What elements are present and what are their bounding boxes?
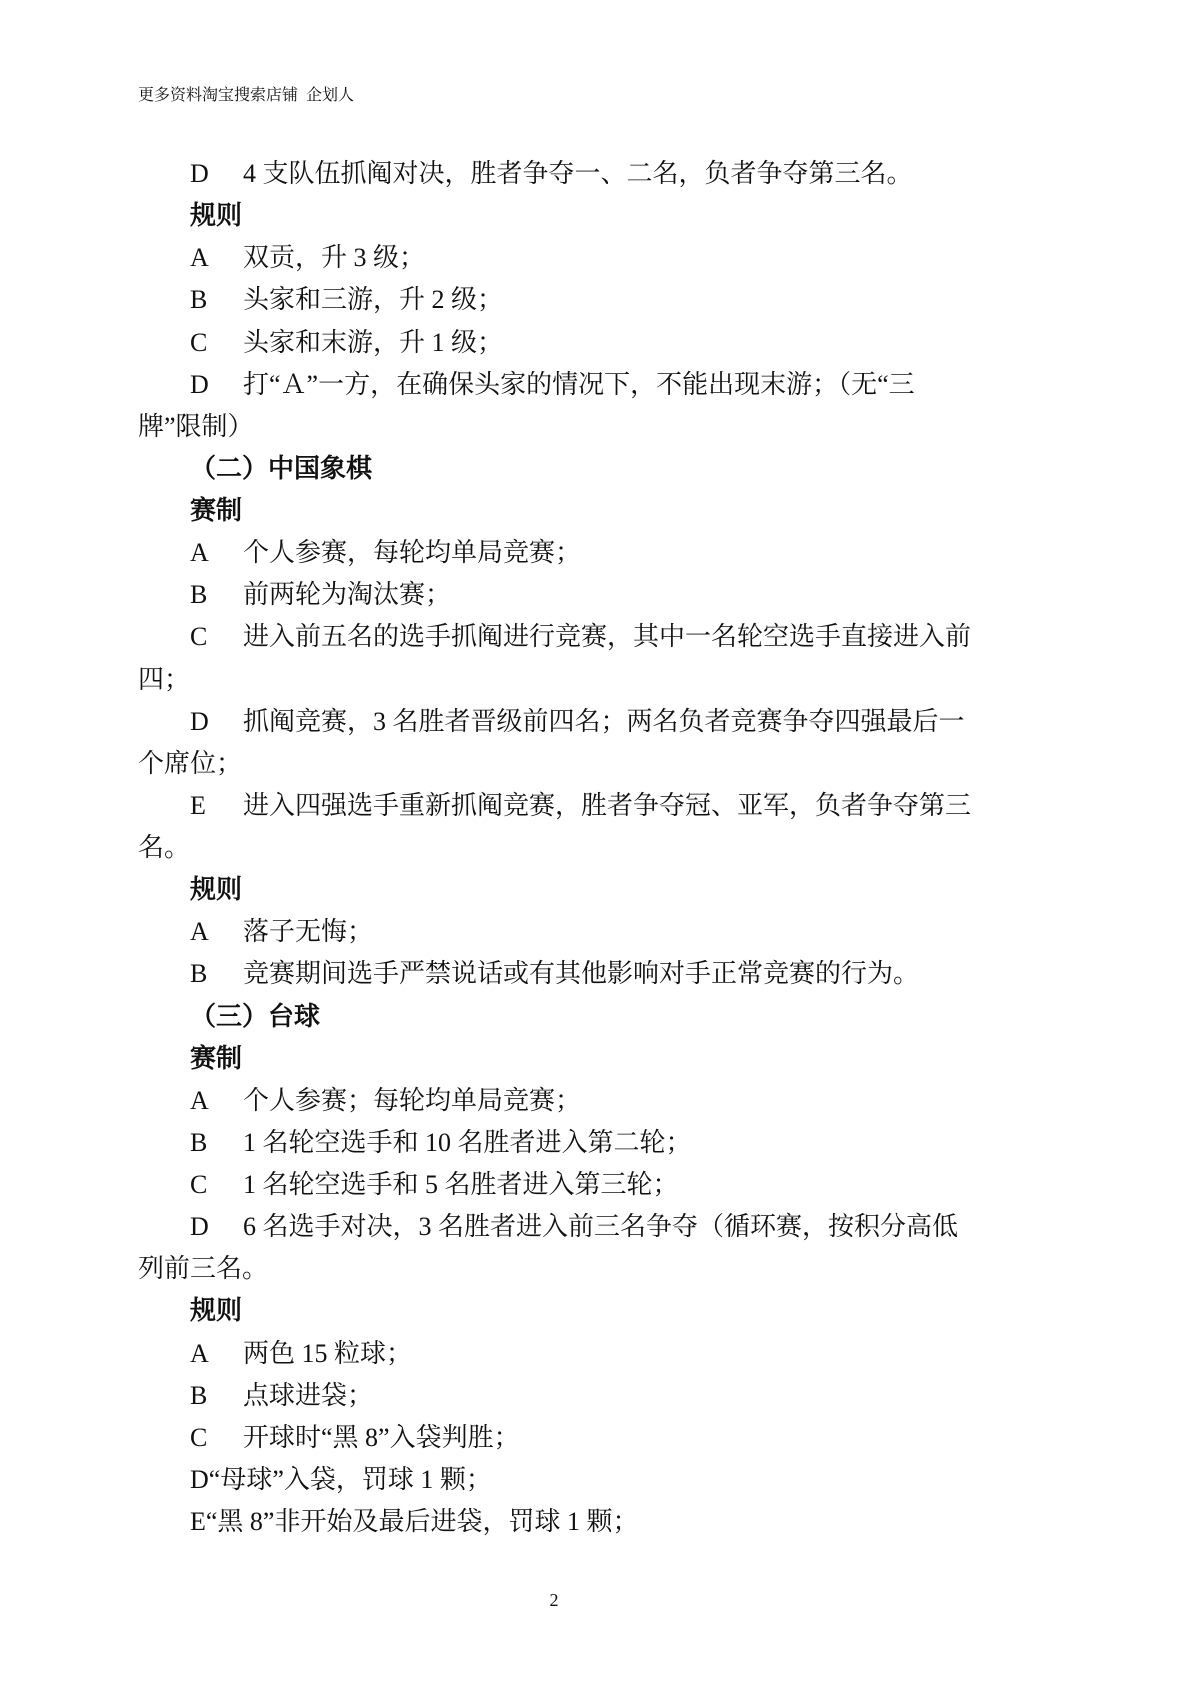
item-label: B (190, 285, 208, 315)
item-text: “母球”入袋，罚球 1 颗； (208, 1464, 492, 1494)
item-label: E (190, 1507, 206, 1536)
item-text: 开球时“黑 8”入袋判胜； (243, 1422, 520, 1452)
list-item (138, 1206, 998, 1248)
subheading-format: 赛制 (190, 496, 243, 525)
item-text: “黑 8”非开始及最后进袋，罚球 1 颗； (205, 1507, 639, 1536)
item-label: C (190, 327, 208, 357)
item-text: 落子无悔； (243, 917, 374, 947)
subheading-rules: 规则 (190, 201, 243, 231)
item-label: D (190, 706, 209, 736)
item-label: E (190, 790, 206, 820)
item-label: A (190, 538, 209, 568)
item-text: 前两轮为淘汰赛； (243, 580, 452, 610)
list-item (138, 1417, 998, 1459)
item-label: D (190, 1464, 209, 1494)
item-label: D (190, 1212, 209, 1242)
subheading-rules: 规则 (190, 875, 243, 905)
item-continuation: 四； (138, 664, 191, 694)
item-text: 进入前五名的选手抓阄进行竞赛，其中一名轮空选手直接进入前 (243, 622, 972, 652)
item-text: 1 名轮空选手和 10 名胜者进入第二轮； (243, 1127, 692, 1157)
page-body (138, 153, 998, 1543)
item-continuation: 名。 (138, 833, 191, 862)
item-label: C (190, 622, 208, 652)
item-text: 抓阄竞赛，3 名胜者晋级前四名；两名负者竞赛争夺四强最后一 (243, 706, 965, 736)
item-text: 点球进袋； (243, 1380, 374, 1410)
item-continuation: 列前三名。 (138, 1254, 269, 1284)
list-item (138, 785, 998, 827)
item-text: 头家和三游，升 2 级； (243, 285, 504, 315)
item-continuation: 个席位； (138, 748, 243, 778)
item-label: C (190, 1170, 208, 1199)
item-text: 个人参赛，每轮均单局竞赛； (243, 538, 582, 568)
item-label: B (190, 959, 208, 989)
list-item (138, 1459, 998, 1501)
item-text: 个人参赛；每轮均单局竞赛； (243, 1085, 582, 1115)
item-text: 打“Ａ”一方，在确保头家的情况下，不能出现末游；（无“三 (243, 369, 915, 399)
section-title-chinese-chess: （二）中国象棋 (190, 453, 373, 483)
item-continuation: 牌”限制） (138, 411, 254, 441)
item-text: 两色 15 粒球； (243, 1338, 413, 1368)
list-item (138, 322, 998, 364)
list-item (138, 1164, 998, 1206)
list-item (138, 701, 998, 743)
item-label: A (190, 243, 209, 273)
subheading-rules: 规则 (190, 1296, 243, 1326)
page-header: 更多资料淘宝搜索店铺 企划人 (138, 87, 355, 104)
list-item (138, 616, 998, 658)
list-item (138, 1375, 998, 1417)
item-label: A (190, 917, 209, 947)
item-text: 6 名选手对决，3 名胜者进入前三名争夺（循环赛，按积分高低 (243, 1212, 959, 1242)
list-item (138, 953, 998, 995)
list-item (138, 153, 998, 195)
item-label: D (190, 159, 209, 188)
list-item (138, 279, 998, 321)
list-item (138, 911, 998, 953)
item-label: B (190, 580, 208, 610)
item-label: C (190, 1422, 208, 1452)
list-item (138, 1333, 998, 1375)
list-item (138, 574, 998, 616)
section-title-billiards: （三）台球 (190, 1001, 321, 1031)
item-text: 进入四强选手重新抓阄竞赛，胜者争夺冠、亚军，负者争夺第三 (243, 790, 972, 820)
item-label: B (190, 1127, 208, 1157)
item-text: 4 支队伍抓阄对决，胜者争夺一、二名，负者争夺第三名。 (243, 159, 913, 188)
list-item (138, 364, 998, 406)
list-item (138, 1080, 998, 1122)
subheading-format: 赛制 (190, 1043, 243, 1073)
list-item (138, 532, 998, 574)
item-label: D (190, 369, 209, 399)
item-text: 双贡，升 3 级； (243, 243, 426, 273)
item-text: 竞赛期间选手严禁说话或有其他影响对手正常竞赛的行为。 (243, 959, 920, 989)
list-item (138, 237, 998, 279)
list-item (138, 1501, 998, 1543)
item-label: A (190, 1085, 209, 1115)
item-label: A (190, 1338, 209, 1368)
list-item (138, 1122, 998, 1164)
item-text: 头家和末游，升 1 级； (243, 327, 504, 357)
item-text: 1 名轮空选手和 5 名胜者进入第三轮； (243, 1170, 679, 1199)
item-label: B (190, 1380, 208, 1410)
page-number: 2 (549, 1590, 559, 1610)
